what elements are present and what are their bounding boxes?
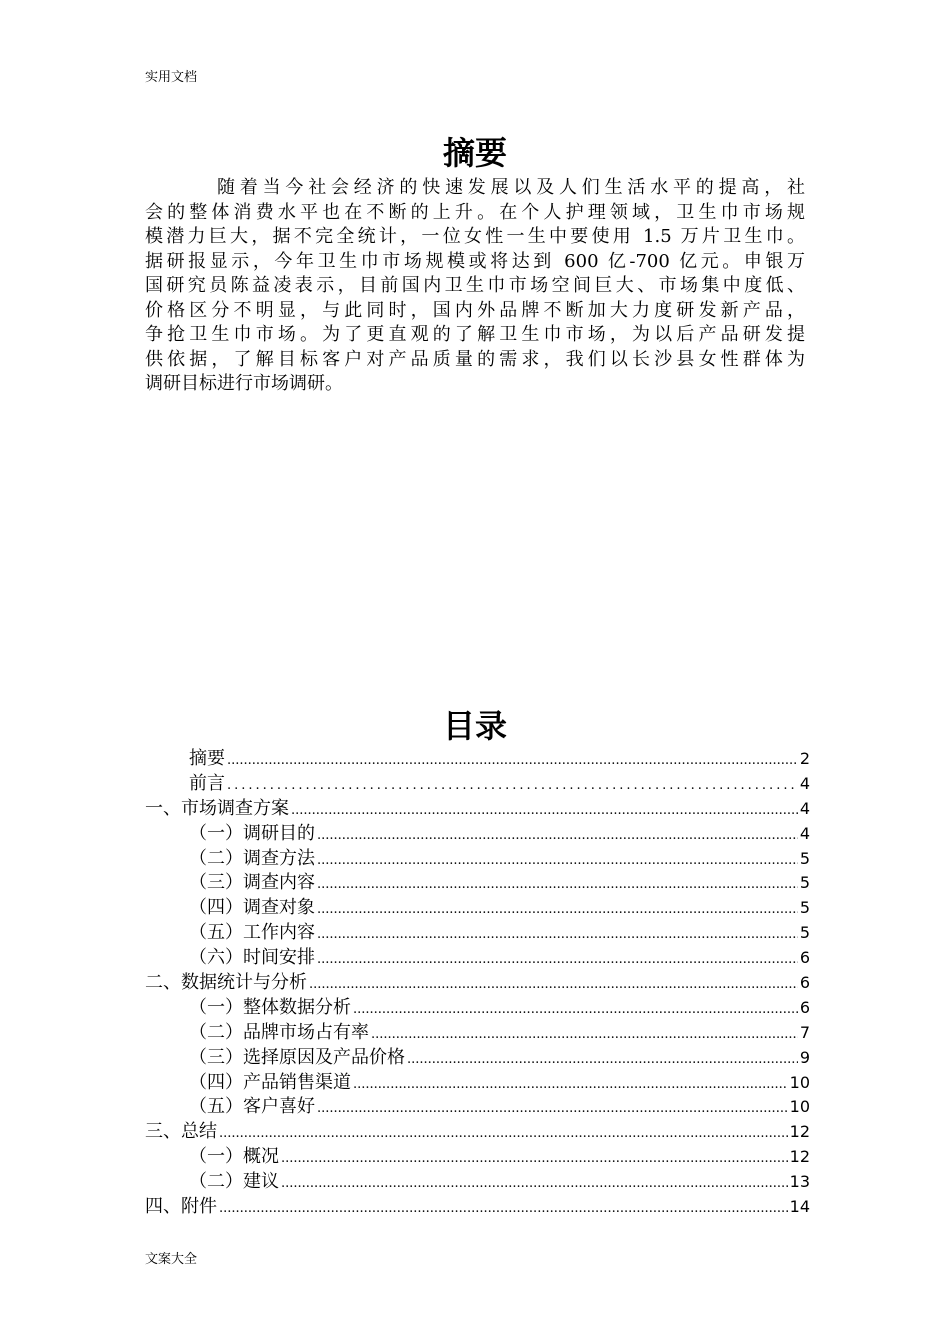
toc-leader-dots [219, 1126, 788, 1141]
toc-entry-label: （三）调查内容 [189, 872, 315, 894]
toc-entry-page: 9 [799, 1047, 810, 1067]
page-header-label: 实用文档 [145, 70, 198, 85]
toc-entry-page: 5 [799, 873, 810, 893]
toc-entry-label: 一、市场调查方案 [145, 797, 289, 819]
toc-entry-label: （二）建议 [189, 1171, 279, 1193]
abstract-title: 摘要 [442, 134, 507, 172]
toc-leader-dots [227, 778, 798, 793]
toc-leader-dots [317, 927, 798, 942]
toc-entry[interactable] [145, 769, 810, 794]
toc-entry[interactable] [145, 1142, 810, 1167]
toc-entry[interactable] [145, 968, 810, 993]
toc-entry-label: （六）时间安排 [189, 947, 315, 969]
page-footer-label: 文案大全 [145, 1252, 198, 1267]
toc-entry[interactable] [145, 744, 810, 769]
toc-entry-label: （一）整体数据分析 [189, 996, 351, 1018]
toc-leader-dots [291, 803, 798, 818]
toc-leader-dots [227, 753, 798, 768]
toc-entry[interactable] [145, 943, 810, 968]
abstract-line: 随着当今社会经济的快速发展以及人们生活水平的提高，社 [217, 177, 805, 198]
toc-entry[interactable] [145, 993, 810, 1018]
toc-leader-dots [219, 1201, 788, 1216]
toc-entry[interactable] [145, 868, 810, 893]
toc-entry-label: （四）调查对象 [189, 897, 315, 919]
toc-entry-page: 5 [799, 923, 810, 943]
toc-entry-label: 摘要 [189, 748, 225, 769]
toc-leader-dots [309, 977, 798, 992]
toc-entry-label: 前言 [189, 772, 225, 794]
toc-entry-page: 5 [799, 898, 810, 918]
toc-entry-page: 6 [799, 948, 810, 968]
toc-leader-dots [317, 877, 798, 892]
toc-entry-label: （四）产品销售渠道 [189, 1071, 351, 1093]
abstract-line: 供依据，了解目标客户对产品质量的需求，我们以长沙县女性群体为 [145, 348, 805, 370]
toc-entry-page: 12 [789, 1122, 810, 1142]
toc-entry[interactable] [145, 1192, 810, 1217]
toc-entry-label: 三、总结 [145, 1121, 217, 1143]
toc-entry-page: 4 [799, 823, 810, 843]
abstract-line: 调研目标进行市场调研。 [145, 373, 343, 394]
toc-entry-page: 2 [799, 749, 810, 768]
toc-entry-label: 四、附件 [145, 1196, 217, 1218]
toc-entry[interactable] [145, 1167, 810, 1192]
toc-entry-page: 4 [799, 798, 810, 818]
toc-entry[interactable] [145, 1092, 810, 1117]
toc-title: 目录 [442, 707, 507, 745]
toc-entry-page: 5 [799, 848, 810, 868]
toc-entry-label: 二、数据统计与分析 [145, 972, 307, 994]
toc-entry-label: （一）概况 [189, 1146, 279, 1168]
toc-leader-dots [281, 1176, 788, 1191]
toc-leader-dots [317, 1101, 788, 1116]
toc-entry-label: （二）品牌市场占有率 [189, 1021, 369, 1043]
toc-entry-label: （五）客户喜好 [189, 1096, 315, 1118]
toc-entry[interactable] [145, 1068, 810, 1093]
toc-leader-dots [317, 853, 798, 868]
toc-leader-dots [353, 1077, 788, 1092]
toc-entry-page: 12 [789, 1147, 810, 1167]
toc-leader-dots [317, 952, 798, 967]
abstract-line: 模潜力巨大，据不完全统计，一位女性一生中要使用 1.5 万片卫生巾。 [145, 226, 805, 247]
toc-entry-label: （三）选择原因及产品价格 [189, 1046, 405, 1068]
toc-entry-page: 7 [799, 1022, 810, 1042]
abstract-line: 会的整体消费水平也在不断的上升。在个人护理领域，卫生巾市场规 [145, 201, 805, 223]
toc-entry-label: （五）工作内容 [189, 922, 315, 944]
toc-entry-page: 6 [799, 997, 810, 1017]
toc-entry[interactable] [145, 893, 810, 918]
toc-entry-page: 6 [799, 973, 810, 993]
toc-leader-dots [317, 828, 798, 843]
toc-entry[interactable] [145, 1018, 810, 1043]
toc-entry-page: 4 [799, 773, 810, 793]
abstract-line: 价格区分不明显，与此同时，国内外品牌不断加大力度研发新产品， [145, 299, 805, 321]
toc-leader-dots [407, 1052, 798, 1067]
toc-entry[interactable] [145, 844, 810, 869]
toc-entry-label: （一）调研目的 [189, 822, 315, 844]
toc-leader-dots [281, 1151, 788, 1166]
abstract-body [145, 176, 805, 397]
toc-leader-dots [353, 1002, 798, 1017]
abstract-line: 国研究员陈益凌表示，目前国内卫生巾市场空间巨大、市场集中度低、 [145, 275, 805, 296]
toc-leader-dots [371, 1027, 798, 1042]
table-of-contents [145, 744, 810, 1217]
toc-entry-page: 14 [789, 1197, 810, 1217]
toc-entry[interactable] [145, 1117, 810, 1142]
abstract-line: 争抢卫生巾市场。为了更直观的了解卫生巾市场，为以后产品研发提 [145, 324, 805, 345]
toc-entry-page: 13 [789, 1172, 810, 1192]
toc-entry-page: 10 [789, 1072, 810, 1092]
toc-entry-page: 10 [789, 1097, 810, 1117]
toc-entry[interactable] [145, 918, 810, 943]
toc-entry-label: （二）调查方法 [189, 847, 315, 869]
toc-entry[interactable] [145, 819, 810, 844]
toc-entry[interactable] [145, 794, 810, 819]
toc-entry[interactable] [145, 1043, 810, 1068]
toc-leader-dots [317, 902, 798, 917]
abstract-line: 据研报显示，今年卫生巾市场规模或将达到 600 亿-700 亿元。申银万 [145, 250, 805, 272]
